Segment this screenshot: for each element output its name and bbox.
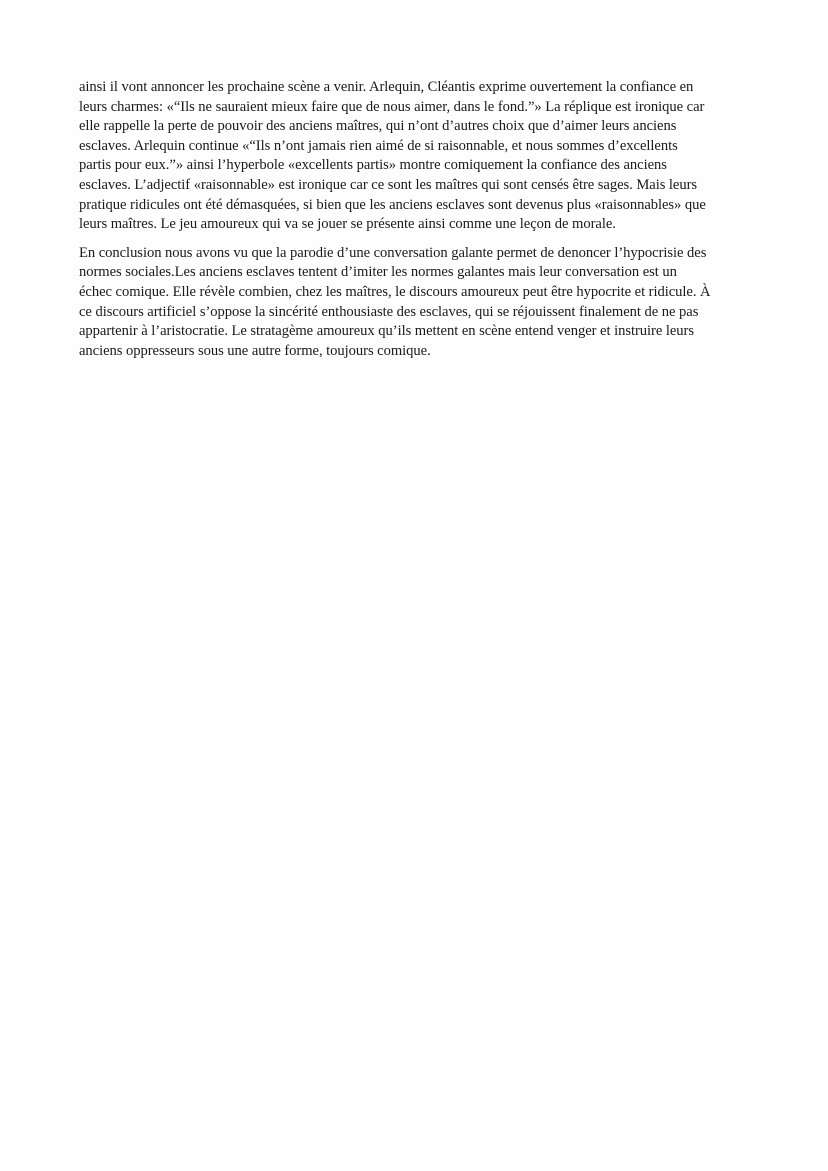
text-line: elle rappelle la perte de pouvoir des anciens maîtres, qui n’ont d’autres choix que d’aimer leurs anciens (79, 118, 677, 135)
text-line: leurs charmes: «“Ils ne sauraient mieux faire que de nous aimer, dans le fond.”» La réplique est ironique car (79, 98, 705, 115)
text-line: pratique ridicules ont été démasquées, si bien que les anciens esclaves sont devenus plus «raisonnables» que (79, 196, 706, 213)
document-body (79, 78, 747, 370)
text-line: En conclusion nous avons vu que la parodie d’une conversation galante permet de denoncer l’hypocrisie des (79, 244, 707, 261)
text-line: anciens oppresseurs sous une autre forme, toujours comique. (79, 342, 431, 359)
paragraph-conclusion (79, 244, 747, 362)
paragraph-analysis (79, 78, 747, 235)
text-line: partis pour eux.”» ainsi l’hyperbole «excellents partis» montre comiquement la confiance des anciens (79, 157, 667, 174)
text-line: ainsi il vont annoncer les prochaine scène a venir. Arlequin, Cléantis exprime ouvertement la confiance en (79, 79, 694, 95)
text-line: leurs maîtres. Le jeu amoureux qui va se jouer se présente ainsi comme une leçon de morale. (79, 216, 616, 233)
text-line: appartenir à l’aristocratie. Le stratagème amoureux qu’ils mettent en scène entend venger et instruire leurs (79, 323, 694, 340)
text-line: esclaves. L’adjectif «raisonnable» est ironique car ce sont les maîtres qui sont censés être sages. Mais leurs (79, 176, 698, 193)
text-line: ce discours artificiel s’oppose la sincérité enthousiaste des esclaves, qui se réjouissent finalement de ne pas (79, 303, 699, 320)
text-line: échec comique. Elle révèle combien, chez les maîtres, le discours amoureux peut être hypocrite et ridicule. À (79, 283, 711, 300)
text-line: esclaves. Arlequin continue «“Ils n’ont jamais rien aimé de si raisonnable, et nous sommes d’excellents (79, 137, 678, 154)
text-line: normes sociales.Les anciens esclaves tentent d’imiter les normes galantes mais leur conversation est un (79, 264, 677, 281)
